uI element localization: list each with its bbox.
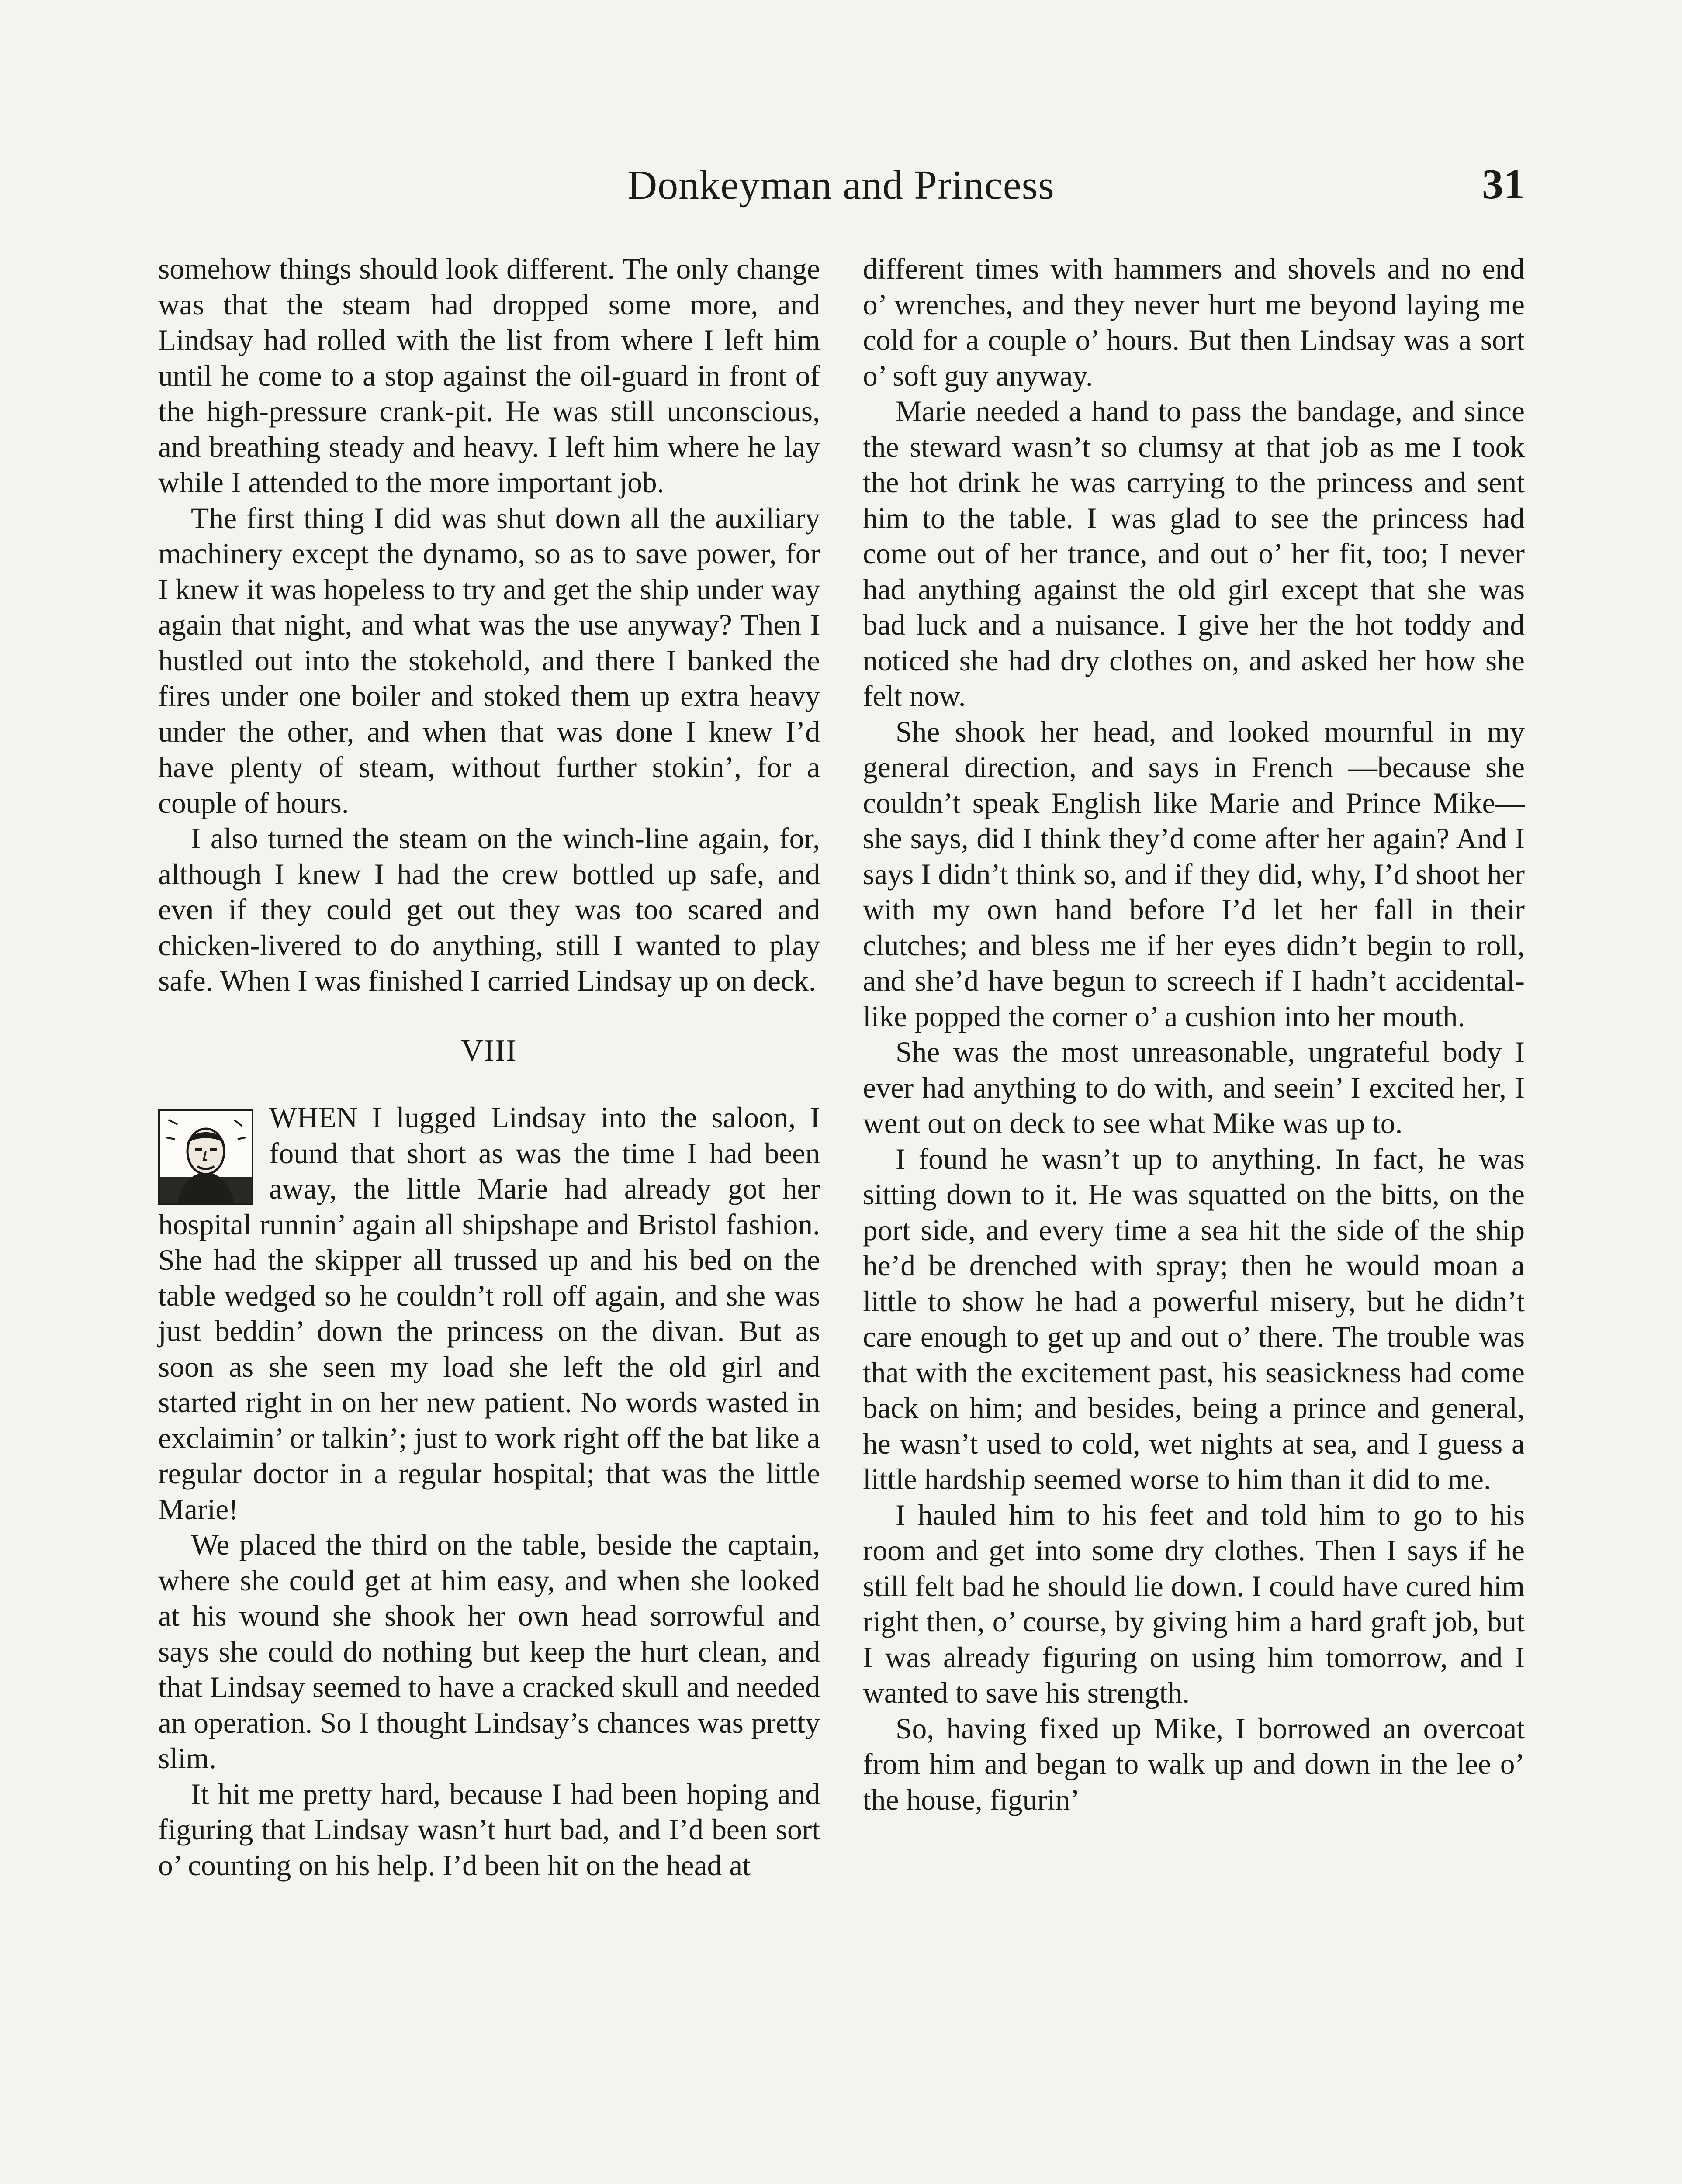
section-heading: VIII bbox=[461, 1033, 517, 1068]
paragraph: WHEN I lugged Lindsay into the saloon, I found that short as was the time I had been away, the little Marie had already got her hospital runnin’ again all shipshape and Bristol fashion. She had the skipper all trussed up and his bed on the table wedged so he couldn’t roll off again, and she was just beddin’ down the princess on the divan. But as soon as she seen my load she left the old girl and started right in on her new patient. No words wasted in exclaimin’ or talkin’; just to work right off the bat like a regular doctor in a regular hospital; that was the little Marie! bbox=[158, 1101, 820, 1526]
paragraph: We placed the third on the table, beside the captain, where she could get at him easy, and when she looked at his wound she shook her own head sorrowful and says she could do nothing but keep the hurt clean, and that Lindsay seemed to have a cracked skull and needed an operation. So I thought Lindsay’s chances was pretty slim. bbox=[158, 1528, 820, 1775]
paragraph: It hit me pretty hard, because I had been hoping and figuring that Lindsay wasn’t hurt bad, and I’d been sort o’ counting on his help. I’d been hit on the head at bbox=[158, 1777, 820, 1882]
portrait-woodcut-icon bbox=[158, 1109, 253, 1205]
paragraph: somehow things should look different. The only change was that the steam had dropped some more, and Lindsay had rolled with the list from where I left him until he come to a stop against the oil-guard in front of the high-pressure crank-pit. He was still unconscious, and breathing steady and heavy. I left him where he lay while I attended to the more important job. bbox=[158, 252, 820, 499]
paragraph: The first thing I did was shut down all the auxiliary machinery except the dynamo, so as to save power, for I knew it was hopeless to try and get the ship under way again that night, and what was the use anyway? Then I hustled out into the stokehold, and there I banked the fires under one boiler and stoked them up extra heavy under the other, and when that was done I knew I’d have plenty of steam, without further stokin’, for a couple of hours. bbox=[158, 501, 820, 819]
running-head bbox=[157, 162, 1525, 223]
paragraph: I hauled him to his feet and told him to go to his room and get into some dry clothes. Then I says if he still felt bad he should lie down. I could have cured him right then, o’ course, by giving him a hard graft job, but I was already figuring on using him tomorrow, and I wanted to save his strength. bbox=[863, 1498, 1525, 1709]
right-column bbox=[863, 251, 1525, 1818]
page-number: 31 bbox=[1482, 161, 1525, 208]
paragraph: Marie needed a hand to pass the bandage, and since the steward wasn’t so clumsy at that job as me I took the hot drink he was carrying to the princess and sent him to the table. I was glad to see the princess had come out of her trance, and out o’ her fit, too; I never had anything against the old girl except that she was bad luck and a nuisance. I give her the hot toddy and noticed she had dry clothes on, and asked her how she felt now. bbox=[863, 395, 1525, 712]
paragraph: So, having fixed up Mike, I borrowed an overcoat from him and began to walk up and down in the lee o’ the house, figurin’ bbox=[863, 1712, 1525, 1816]
paragraph: She shook her head, and looked mournful in my general direction, and says in French —because she couldn’t speak English like Marie and Prince Mike—she says, did I think they’d come after her again? And I says I didn’t think so, and if they did, why, I’d shoot her with my own hand before I’d let her fall in their clutches; and bless me if her eyes didn’t begin to roll, and she’d have begun to screech if I hadn’t accidental-like popped the corner o’ a cushion into her mouth. bbox=[863, 715, 1525, 1033]
paragraph: different times with hammers and shovels and no end o’ wrenches, and they never hurt me beyond laying me cold for a couple o’ hours. But then Lindsay was a sort o’ soft guy anyway. bbox=[863, 252, 1525, 392]
paragraph: I also turned the steam on the winch-line again, for, although I knew I had the crew bottled up safe, and even if they could get out they was too scared and chicken-livered to do anything, still I wanted to play safe. When I was finished I carried Lindsay up on deck. bbox=[158, 822, 820, 997]
paragraph: She was the most unreasonable, ungrateful body I ever had anything to do with, and seein’ I excited her, I went out on deck to see what Mike was up to. bbox=[863, 1036, 1525, 1140]
left-column bbox=[158, 251, 820, 1883]
running-title: Donkeyman and Princess bbox=[627, 162, 1055, 208]
paragraph: I found he wasn’t up to anything. In fact, he was sitting down to it. He was squatted on the bitts, on the port side, and every time a sea hit the side of the ship he’d be drenched with spray; then he would moan a little to show he had a powerful misery, but he didn’t care enough to get up and out o’ there. The trouble was that with the excitement past, his seasickness had come back on him; and besides, being a prince and general, he wasn’t used to cold, wet nights at sea, and I guess a little hardship seemed worse to him than it did to me. bbox=[863, 1142, 1525, 1496]
